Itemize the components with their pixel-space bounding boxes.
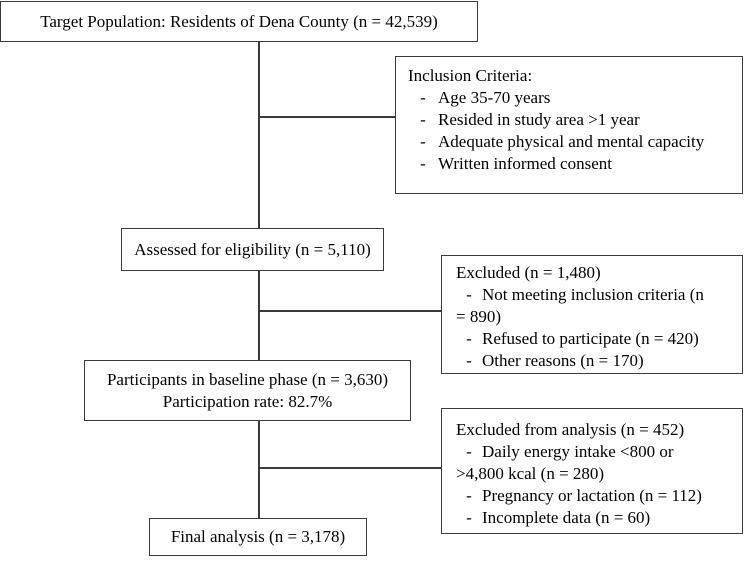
connector-main-3: [258, 420, 260, 518]
excluded-item-text: Other reasons (n = 170): [482, 351, 644, 370]
bullet-dash: -: [466, 329, 472, 348]
excluded-analysis-item: [456, 441, 734, 463]
inclusion-criteria-title: Inclusion Criteria:: [408, 66, 533, 85]
excluded-item: [456, 284, 734, 306]
connector-excluded: [258, 310, 441, 312]
inclusion-item: [408, 109, 732, 131]
final-analysis-label: Final analysis (n = 3,178): [170, 527, 346, 546]
bullet-dash: -: [466, 486, 472, 505]
bullet-dash: -: [466, 285, 472, 304]
excluded-analysis-item-text: Daily energy intake <800 or: [482, 442, 674, 461]
excluded-analysis-title: Excluded from analysis (n = 452): [456, 420, 685, 439]
final-analysis-box: [149, 518, 367, 556]
inclusion-item: [408, 131, 732, 153]
inclusion-item: [408, 153, 732, 175]
excluded-analysis-item-continuation: >4,800 kcal (n = 280): [456, 464, 605, 483]
inclusion-item-text: Resided in study area >1 year: [438, 110, 640, 129]
bullet-dash: -: [420, 88, 426, 107]
excluded-item-text: Refused to participate (n = 420): [482, 329, 699, 348]
inclusion-item-text: Adequate physical and mental capacity: [438, 132, 705, 151]
excluded-item-continuation: = 890): [456, 307, 501, 326]
connector-main-1: [258, 41, 260, 228]
excluded-analysis-item-text: Incomplete data (n = 60): [482, 508, 651, 527]
baseline-participants-box: [84, 360, 411, 421]
assessed-eligibility-label: Assessed for eligibility (n = 5,110): [134, 239, 371, 259]
inclusion-item-text: Written informed consent: [438, 154, 612, 173]
excluded-analysis-item: [456, 485, 734, 507]
participation-rate: Participation rate: 82.7%: [162, 391, 333, 411]
excluded-item: [456, 350, 734, 372]
excluded-box: [441, 255, 743, 374]
excluded-title: Excluded (n = 1,480): [456, 263, 601, 282]
target-population-label: Target Population: Residents of Dena County (n = 42,539): [40, 11, 438, 31]
inclusion-item: [408, 87, 732, 109]
inclusion-criteria-box: [395, 56, 743, 194]
assessed-eligibility-box: [121, 228, 384, 271]
excluded-item: [456, 328, 734, 350]
baseline-participants-label: Participants in baseline phase (n = 3,630): [106, 369, 389, 389]
connector-inclusion: [258, 116, 395, 118]
bullet-dash: -: [420, 132, 426, 151]
bullet-dash: -: [466, 508, 472, 527]
bullet-dash: -: [466, 351, 472, 370]
connector-excluded-analysis: [258, 467, 441, 469]
excluded-analysis-item: [456, 507, 734, 529]
excluded-analysis-item-text: Pregnancy or lactation (n = 112): [482, 486, 702, 505]
connector-main-2: [258, 270, 260, 360]
bullet-dash: -: [420, 110, 426, 129]
excluded-analysis-box: [441, 408, 743, 534]
bullet-dash: -: [466, 442, 472, 461]
inclusion-item-text: Age 35-70 years: [438, 88, 551, 107]
excluded-item-text: Not meeting inclusion criteria (n: [482, 285, 704, 304]
target-population-box: [0, 1, 478, 42]
bullet-dash: -: [420, 154, 426, 173]
